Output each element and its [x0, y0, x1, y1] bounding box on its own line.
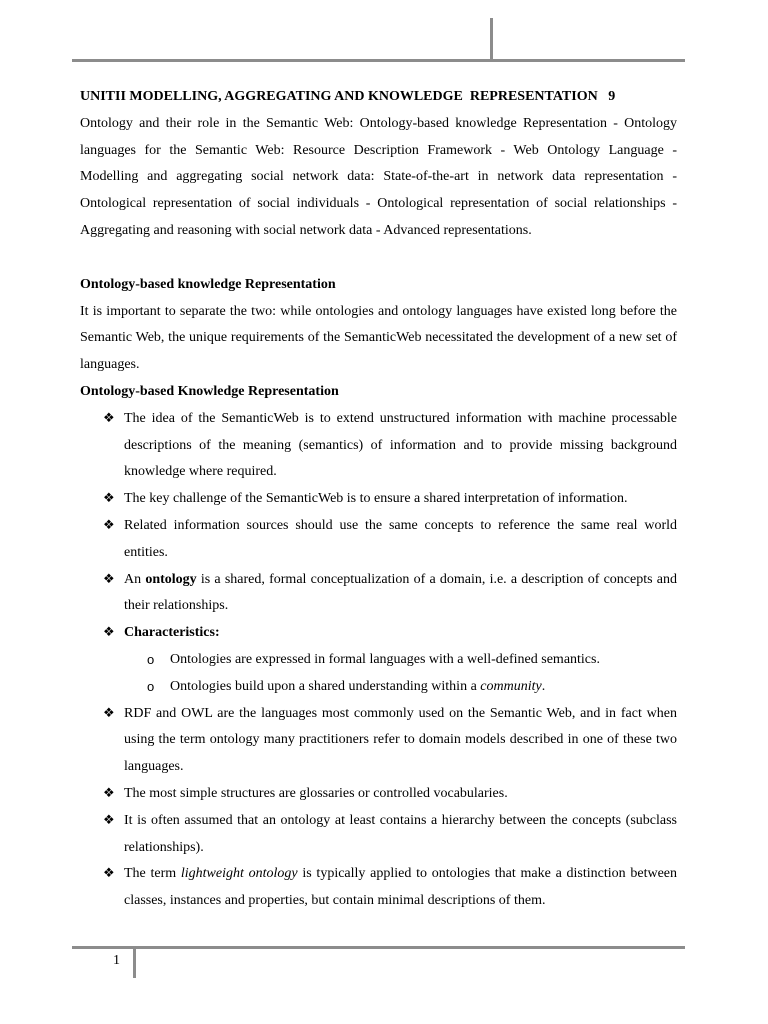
sub-list-item [80, 647, 677, 674]
footer-rule [72, 946, 685, 949]
term-ontology: ontology [145, 571, 197, 587]
list-item-text-post: is a shared, formal conceptualization of a domain, i.e. a description of concepts and their relationships. [124, 571, 677, 614]
diamond-bullet-icon: ❖ [103, 491, 115, 507]
diamond-bullet-icon: ❖ [103, 705, 115, 721]
diamond-bullet-icon: ❖ [103, 571, 115, 587]
list-item-text: The most simple structures are glossaries or controlled vocabularies. [124, 785, 508, 801]
sub-list-item [80, 674, 677, 701]
header-divider-tick [490, 18, 493, 60]
list-item [80, 567, 677, 621]
circle-bullet-icon: o [147, 678, 155, 694]
diamond-bullet-icon: ❖ [103, 812, 115, 828]
spacer [80, 245, 677, 272]
list-item [80, 406, 677, 486]
sub-list [124, 647, 677, 701]
list-item-text: The idea of the SemanticWeb is to extend unstructured information with machine processable descriptions of the meaning (semantics) of information and to provide missing background knowledge where required. [124, 410, 677, 480]
unit-title: UNITII MODELLING, AGGREGATING AND KNOWLEDGE REPRESENTATION 9 [80, 89, 616, 104]
circle-bullet-icon: o [147, 651, 155, 667]
list-item-text: The key challenge of the SemanticWeb is to ensure a shared interpretation of information. [124, 491, 628, 507]
intro-paragraph: It is important to separate the two: while ontologies and ontology languages have existed long before the Semantic Web, the unique requirements of the SemanticWeb necessitated the development of a new set of languages. [80, 303, 677, 373]
sub-list-item-text-post: . [541, 678, 546, 694]
list-item-text-pre: The term [124, 866, 181, 882]
term-community: community [480, 678, 542, 694]
diamond-bullet-icon: ❖ [103, 410, 115, 426]
diamond-bullet-icon: ❖ [103, 517, 115, 533]
list-item-text-pre: An [124, 571, 146, 587]
list-item [80, 781, 677, 808]
footer-divider-tick [133, 948, 136, 978]
list-item-text: RDF and OWL are the languages most commonly used on the Semantic Web, and in fact when using the term ontology many practitioners refer to domain models described in one of these two languages. [124, 705, 677, 775]
list-item [80, 620, 677, 700]
term-lightweight-ontology: lightweight ontology [180, 866, 298, 882]
list-item [80, 701, 677, 781]
sub-list-item-text-pre: Ontologies build upon a shared understanding within a [170, 678, 481, 694]
header-rule [72, 59, 685, 62]
list-item [80, 486, 677, 513]
bullet-list [80, 406, 677, 915]
diamond-bullet-icon: ❖ [103, 785, 115, 801]
page-content [80, 84, 677, 915]
list-item-text: Related information sources should use the same concepts to reference the same real world entities. [124, 517, 677, 560]
list-item-text-post: is typically applied to ontologies that make a distinction between classes, instances and properties, but contain minimal descriptions of them. [124, 866, 677, 909]
list-item [80, 861, 677, 915]
unit-syllabus: Ontology and their role in the Semantic Web: Ontology-based knowledge Representation - Ontology languages for the Semantic Web: Resource Description Framework - Web Ontology Language - Modelling and aggregating social network data: State-of-the-art in network data representation - Ontological representation of social individuals - Ontological representation of social relationships - Aggregating and reasoning with social network data - Advanced representations. [80, 115, 677, 238]
list-item [80, 513, 677, 567]
section-heading: Ontology-based Knowledge Representation [80, 383, 339, 399]
section-heading: Ontology-based knowledge Representation [80, 276, 336, 292]
sub-list-item-text: Ontologies are expressed in formal languages with a well-defined semantics. [170, 651, 600, 667]
characteristics-label: Characteristics: [124, 625, 220, 641]
list-item-text: It is often assumed that an ontology at least contains a hierarchy between the concepts (subclass relationships). [124, 812, 677, 855]
list-item [80, 808, 677, 862]
page-number: 1 [113, 953, 120, 968]
diamond-bullet-icon: ❖ [103, 866, 115, 882]
diamond-bullet-icon: ❖ [103, 625, 115, 641]
